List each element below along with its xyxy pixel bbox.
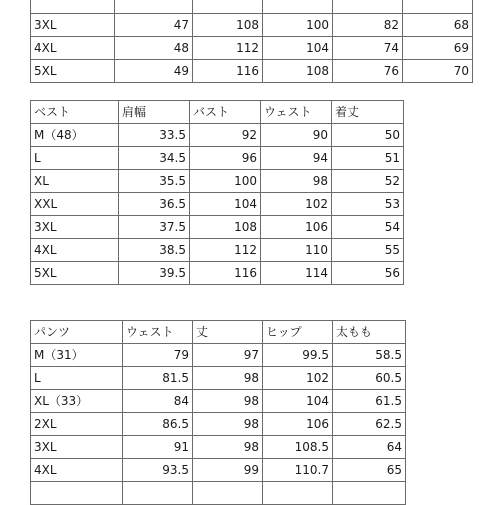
table-header-row: [31, 101, 404, 124]
measurement-cell: 52: [332, 170, 404, 193]
table-row: [31, 239, 404, 262]
measurement-cell: 49: [115, 60, 193, 83]
measurement-cell: 68: [403, 14, 473, 37]
table-row: [31, 459, 406, 482]
measurement-cell: [115, 0, 193, 14]
measurement-cell: 116: [193, 60, 263, 83]
measurement-cell: 91: [123, 436, 193, 459]
table-row: [31, 216, 404, 239]
measurement-cell: 97: [193, 344, 263, 367]
measurement-cell: 112: [193, 37, 263, 60]
measurement-cell: 100: [190, 170, 261, 193]
measurement-cell: 74: [333, 37, 403, 60]
table-row: [31, 0, 473, 14]
size-label-cell: 5XL: [31, 60, 115, 83]
measurement-cell: 98: [193, 390, 263, 413]
measurement-cell: 106: [263, 413, 333, 436]
size-label-cell: L: [31, 147, 119, 170]
size-label-cell: XL: [31, 170, 119, 193]
measurement-cell: 34.5: [119, 147, 190, 170]
measurement-cell: 36.5: [119, 193, 190, 216]
size-label-cell: 4XL: [31, 239, 119, 262]
size-label-cell: 3XL: [31, 14, 115, 37]
measurement-cell: 60.5: [333, 367, 406, 390]
measurement-cell: 84: [123, 390, 193, 413]
measurement-cell: 53: [332, 193, 404, 216]
measurement-cell: 56: [332, 262, 404, 285]
measurement-cell: 104: [263, 37, 333, 60]
measurement-cell: 79: [123, 344, 193, 367]
measurement-cell: 82: [333, 14, 403, 37]
size-label-cell: XL（33）: [31, 390, 123, 413]
measurement-cell: 37.5: [119, 216, 190, 239]
pants-size-table-body: [31, 344, 406, 505]
table-row: [31, 262, 404, 285]
measurement-cell: 65: [333, 459, 406, 482]
measurement-cell: [263, 482, 333, 505]
measurement-cell: 47: [115, 14, 193, 37]
size-label-cell: 3XL: [31, 216, 119, 239]
measurement-cell: [333, 0, 403, 14]
measurement-cell: 62.5: [333, 413, 406, 436]
measurement-cell: 94: [261, 147, 332, 170]
size-label-cell: [31, 0, 115, 14]
measurement-cell: 100: [263, 14, 333, 37]
pants-header-item: パンツ: [31, 321, 123, 344]
vest-header-length: 着丈: [332, 101, 404, 124]
measurement-cell: 70: [403, 60, 473, 83]
measurement-cell: 102: [263, 367, 333, 390]
measurement-cell: [193, 0, 263, 14]
table-row: [31, 60, 473, 83]
vest-size-table-body: [31, 124, 404, 285]
vest-size-table: [30, 100, 404, 285]
vest-header-item: ベスト: [31, 101, 119, 124]
measurement-cell: 35.5: [119, 170, 190, 193]
pants-header-waist: ウェスト: [123, 321, 193, 344]
measurement-cell: 58.5: [333, 344, 406, 367]
measurement-cell: 90: [261, 124, 332, 147]
table-row: [31, 344, 406, 367]
measurement-cell: 50: [332, 124, 404, 147]
measurement-cell: 48: [115, 37, 193, 60]
size-label-cell: M（31）: [31, 344, 123, 367]
size-label-cell: 4XL: [31, 459, 123, 482]
vest-header-shoulder: 肩幅: [119, 101, 190, 124]
size-label-cell: L: [31, 367, 123, 390]
measurement-cell: 54: [332, 216, 404, 239]
table-row: [31, 37, 473, 60]
measurement-cell: [193, 482, 263, 505]
size-label-cell: 5XL: [31, 262, 119, 285]
measurement-cell: 99.5: [263, 344, 333, 367]
measurement-cell: 98: [193, 367, 263, 390]
table-row: [31, 14, 473, 37]
vest-header-waist: ウェスト: [261, 101, 332, 124]
pants-size-table: [30, 320, 406, 505]
table-row: [31, 413, 406, 436]
measurement-cell: 114: [261, 262, 332, 285]
measurement-cell: [403, 0, 473, 14]
vest-header-bust: バスト: [190, 101, 261, 124]
pants-header-hip: ヒップ: [263, 321, 333, 344]
measurement-cell: 110.7: [263, 459, 333, 482]
measurement-cell: 92: [190, 124, 261, 147]
measurement-cell: 98: [193, 436, 263, 459]
measurement-cell: 104: [263, 390, 333, 413]
measurement-cell: 102: [261, 193, 332, 216]
measurement-cell: 76: [333, 60, 403, 83]
size-label-cell: 4XL: [31, 37, 115, 60]
top-size-table-body: [31, 0, 473, 83]
measurement-cell: 33.5: [119, 124, 190, 147]
measurement-cell: 64: [333, 436, 406, 459]
pants-size-table-header: [31, 321, 406, 344]
size-label-cell: [31, 482, 123, 505]
measurement-cell: [123, 482, 193, 505]
measurement-cell: 104: [190, 193, 261, 216]
measurement-cell: 98: [193, 413, 263, 436]
pants-header-thigh: 太もも: [333, 321, 406, 344]
measurement-cell: 39.5: [119, 262, 190, 285]
table-header-row: [31, 321, 406, 344]
measurement-cell: 110: [261, 239, 332, 262]
measurement-cell: 96: [190, 147, 261, 170]
measurement-cell: 108: [190, 216, 261, 239]
measurement-cell: 51: [332, 147, 404, 170]
vest-size-table-header: [31, 101, 404, 124]
measurement-cell: [263, 0, 333, 14]
pants-header-length: 丈: [193, 321, 263, 344]
top-size-table: [30, 0, 473, 83]
size-label-cell: 3XL: [31, 436, 123, 459]
measurement-cell: 108.5: [263, 436, 333, 459]
measurement-cell: 108: [193, 14, 263, 37]
table-row: [31, 390, 406, 413]
measurement-cell: 81.5: [123, 367, 193, 390]
table-row: [31, 482, 406, 505]
measurement-cell: 61.5: [333, 390, 406, 413]
table-row: [31, 436, 406, 459]
table-row: [31, 170, 404, 193]
measurement-cell: [333, 482, 406, 505]
measurement-cell: 38.5: [119, 239, 190, 262]
table-row: [31, 193, 404, 216]
measurement-cell: 86.5: [123, 413, 193, 436]
measurement-cell: 55: [332, 239, 404, 262]
measurement-cell: 69: [403, 37, 473, 60]
measurement-cell: 108: [263, 60, 333, 83]
measurement-cell: 93.5: [123, 459, 193, 482]
table-row: [31, 147, 404, 170]
size-label-cell: M（48）: [31, 124, 119, 147]
measurement-cell: 106: [261, 216, 332, 239]
measurement-cell: 99: [193, 459, 263, 482]
size-label-cell: XXL: [31, 193, 119, 216]
measurement-cell: 112: [190, 239, 261, 262]
table-row: [31, 367, 406, 390]
table-row: [31, 124, 404, 147]
size-label-cell: 2XL: [31, 413, 123, 436]
measurement-cell: 116: [190, 262, 261, 285]
measurement-cell: 98: [261, 170, 332, 193]
